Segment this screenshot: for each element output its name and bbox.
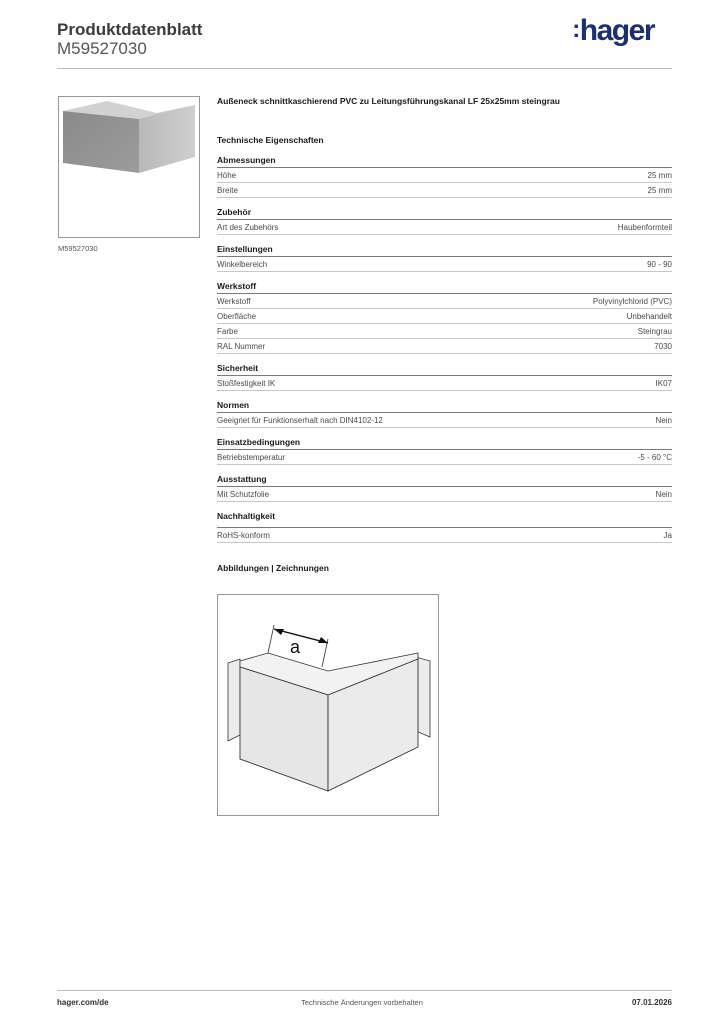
header-divider — [57, 68, 672, 69]
property-row — [217, 168, 672, 183]
document-title: Produktdatenblatt — [57, 20, 203, 39]
section-title: Werkstoff — [217, 281, 672, 294]
section-title: Zubehör — [217, 207, 672, 220]
property-label: Betriebstemperatur — [217, 453, 286, 462]
property-value: Haubenformteil — [617, 223, 672, 232]
section-normen — [217, 400, 672, 428]
footer-notice: Technische Änderungen vorbehalten — [301, 998, 423, 1007]
property-row — [217, 257, 672, 272]
property-label: Breite — [217, 186, 238, 195]
logo-text: hager — [579, 14, 654, 47]
left-channel-stub — [228, 659, 240, 741]
property-value: Polyvinylchlorid (PVC) — [592, 297, 672, 306]
product-photo — [59, 97, 199, 237]
section-title: Einstellungen — [217, 244, 672, 257]
section-abmessungen — [217, 155, 672, 198]
dimension-arrow-right — [318, 637, 328, 643]
property-row — [217, 450, 672, 465]
property-row — [217, 309, 672, 324]
property-value: Unbehandelt — [626, 312, 672, 321]
corner-drawing — [218, 595, 438, 815]
section-einsatzbedingungen — [217, 437, 672, 465]
dimension-extension-left — [268, 625, 274, 653]
section-sicherheit — [217, 363, 672, 391]
property-label: Farbe — [217, 327, 238, 336]
property-value: Nein — [655, 416, 672, 425]
property-label: RoHS-konform — [217, 531, 270, 540]
property-value: 25 mm — [647, 171, 672, 180]
section-zubehoer — [217, 207, 672, 235]
property-row — [217, 294, 672, 309]
dimension-arrow-left — [274, 629, 284, 635]
property-row — [217, 183, 672, 198]
section-nachhaltigkeit — [217, 511, 672, 543]
property-row — [217, 487, 672, 502]
property-row — [217, 339, 672, 354]
property-label: Geeignet für Funktionserhalt nach DIN4102-12 — [217, 416, 383, 425]
thumbnail-caption: M59527030 — [58, 244, 98, 253]
property-value: -5 - 60 °C — [637, 453, 672, 462]
footer-date: 07.01.2026 — [631, 998, 672, 1007]
figures-heading: Abbildungen | Zeichnungen — [217, 563, 329, 573]
section-title: Sicherheit — [217, 363, 672, 376]
section-title: Abmessungen — [217, 155, 672, 168]
hager-logo[interactable]: :hager — [572, 14, 654, 47]
footer-website-link[interactable]: hager.com/de — [57, 998, 109, 1007]
section-title: Normen — [217, 400, 672, 413]
property-label: Stoßfestigkeit IK — [217, 379, 276, 388]
property-value: 25 mm — [647, 186, 672, 195]
product-number: M59527030 — [57, 39, 147, 58]
technical-properties-heading: Technische Eigenschaften — [217, 135, 324, 145]
property-value: 90 - 90 — [647, 260, 672, 269]
property-value: Ja — [663, 531, 672, 540]
section-ausstattung — [217, 474, 672, 502]
property-row — [217, 413, 672, 428]
property-row — [217, 220, 672, 235]
property-label: Art des Zubehörs — [217, 223, 279, 232]
property-label: Mit Schutzfolie — [217, 490, 270, 499]
section-title: Ausstattung — [217, 474, 672, 487]
product-details — [217, 96, 672, 573]
product-thumbnail — [58, 96, 200, 238]
property-value: 7030 — [654, 342, 672, 351]
property-row — [217, 528, 672, 543]
property-row — [217, 376, 672, 391]
footer-divider — [57, 990, 672, 991]
property-value: Steingrau — [637, 327, 672, 336]
property-label: Oberfläche — [217, 312, 257, 321]
property-value: IK07 — [655, 379, 672, 388]
technical-drawing — [217, 594, 439, 816]
property-row — [217, 324, 672, 339]
dimension-label: a — [290, 637, 301, 657]
property-label: Werkstoff — [217, 297, 251, 306]
property-label: Winkelbereich — [217, 260, 268, 269]
section-title: Einsatzbedingungen — [217, 437, 672, 450]
property-label: Höhe — [217, 171, 237, 180]
section-title: Nachhaltigkeit — [217, 511, 276, 521]
property-label: RAL Nummer — [217, 342, 266, 351]
property-value: Nein — [655, 490, 672, 499]
section-einstellungen — [217, 244, 672, 272]
product-description: Außeneck schnittkaschierend PVC zu Leitungsführungskanal LF 25x25mm steingrau — [217, 96, 560, 106]
section-werkstoff — [217, 281, 672, 354]
